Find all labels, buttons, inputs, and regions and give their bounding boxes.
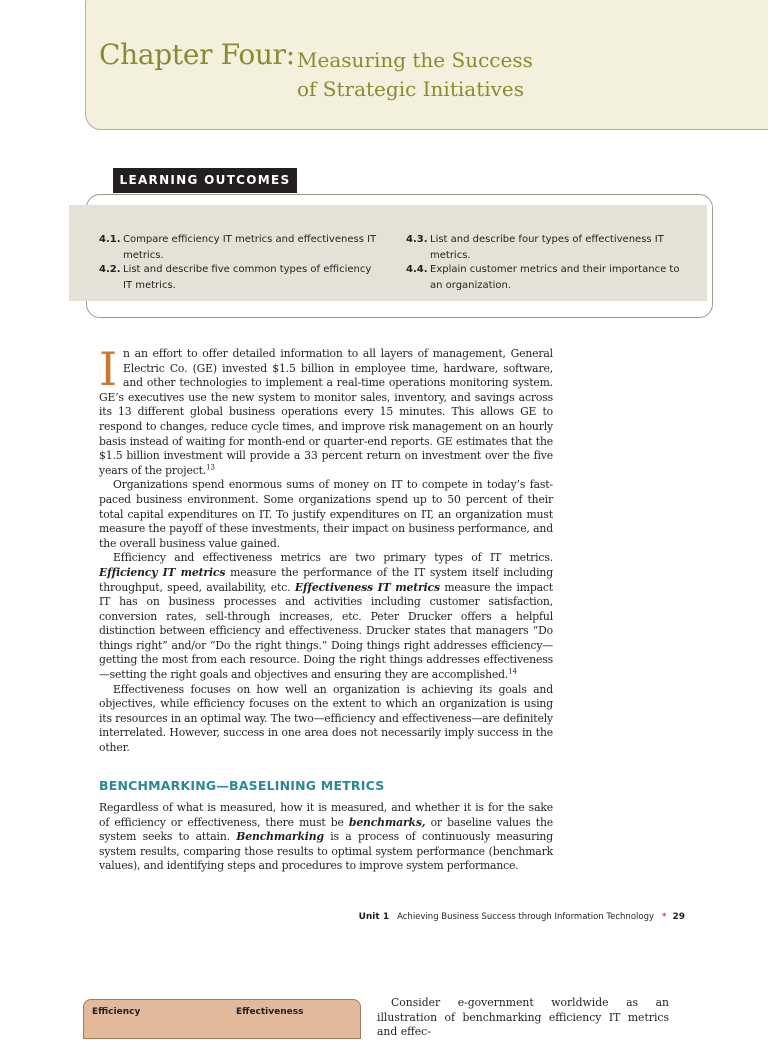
learning-outcomes-heading: LEARNING OUTCOMES bbox=[113, 168, 297, 193]
footnote-ref: 13 bbox=[206, 463, 215, 472]
drop-cap: I bbox=[99, 342, 118, 396]
outcome-number: 4.3. bbox=[406, 234, 428, 245]
outcome-number: 4.1. bbox=[99, 234, 121, 245]
paragraph: Effectiveness focuses on how well an organization is achieving its goals and objectives, while efficiency focuses on the extent to which an organization is using its resources in an optimal way. The two—efficiency and effectiveness—are definitely interrelated. However, success in one area does not necessarily imply success in the other. bbox=[99, 682, 553, 755]
footer-title: Achieving Business Success through Information Technology bbox=[397, 912, 655, 922]
outcome-number: 4.2. bbox=[99, 264, 121, 275]
outcome-text: Compare efficiency IT metrics and effectiveness IT metrics. bbox=[123, 234, 377, 261]
table-header-efficiency: Efficiency bbox=[92, 1007, 141, 1017]
key-term: Benchmarking bbox=[236, 830, 324, 844]
chapter-title bbox=[297, 46, 533, 104]
paragraph bbox=[99, 342, 553, 478]
body-text bbox=[99, 342, 553, 756]
metrics-table-header bbox=[83, 999, 361, 1039]
next-page-text bbox=[377, 996, 669, 1040]
paragraph-text: measure the performance of the IT system itself including throughput, speed, availability, etc. bbox=[99, 565, 553, 594]
paragraph bbox=[99, 551, 553, 682]
page-footer bbox=[343, 912, 685, 922]
paragraph: Consider e-government worldwide as an illustration of benchmarking efficiency IT metrics and effec- bbox=[377, 996, 669, 1039]
paragraph: Organizations spend enormous sums of money on IT to compete in today’s fast-paced business environment. Some organizations spend up to 50 percent of their total capital expenditures on IT. To justify expenditures on IT, an organization must measure the payoff of these investments, their impact on business performance, and the overall business value gained. bbox=[99, 478, 553, 550]
outcome-number: 4.4. bbox=[406, 264, 428, 275]
outcome-text: Explain customer metrics and their importance to an organization. bbox=[430, 264, 680, 291]
paragraph-text: Regardless of what is measured, how it is measured, and whether it is for the sake of efficiency or effectiveness, there must be bbox=[99, 801, 553, 829]
section-heading: BENCHMARKING—BASELINING METRICS bbox=[99, 778, 385, 793]
paragraph-text: Efficiency and effectiveness metrics are two primary types of IT metrics. bbox=[113, 551, 553, 565]
chapter-title-line1: Measuring the Success bbox=[297, 48, 533, 72]
paragraph bbox=[99, 801, 553, 874]
chapter-title-line2: of Strategic Initiatives bbox=[297, 77, 525, 101]
paragraph-text: is a process of continuously measuring system results, comparing those results to optimal system performance (benchmark values), and identifying steps and procedures to improve system performance. bbox=[99, 830, 553, 873]
outcome-text: List and describe five common types of efficiency IT metrics. bbox=[123, 264, 372, 291]
footnote-ref: 14 bbox=[508, 667, 517, 676]
key-term: Efficiency IT metrics bbox=[99, 565, 226, 579]
outcome-text: List and describe four types of effectiveness IT metrics. bbox=[430, 234, 664, 261]
paragraph-text: or baseline values the system seeks to attain. bbox=[99, 815, 553, 844]
key-term: benchmarks, bbox=[348, 815, 426, 829]
footer-star: * bbox=[662, 912, 667, 922]
footer-unit: Unit 1 bbox=[358, 912, 390, 922]
body-text-section bbox=[99, 801, 553, 874]
paragraph-text: n an effort to offer detailed information to all layers of management, General Electric Co. (GE) invested $1.5 billion in employee time, hardware, software, and other technologies to implement a real-time operations monitoring system. GE’s executives use the new system to monitor sales, inventory, and savings across its 13 different global business operations every 15 minutes. This allows GE to respond to changes, reduce cycle times, and improve risk management on an hourly basis instead of waiting for month-end or quarter-end reports. GE estimates that the $1.5 billion investment will provide a 33 percent return on investment over the five years of the project. bbox=[99, 347, 553, 477]
table-header-effectiveness: Effectiveness bbox=[236, 1007, 304, 1017]
paragraph-text: measure the impact IT has on business processes and activities including customer satisfaction, conversion rates, sell-through increases, etc. Peter Drucker offers a helpful distinction between efficiency and effectiveness. Drucker states that managers “Do things right” and/or “Do the right things.” Doing things right addresses efficiency—getting the most from each resource. Doing the right things addresses effectiveness—setting the right goals and objectives and ensuring they are accomplished. bbox=[99, 580, 553, 682]
key-term: Effectiveness IT metrics bbox=[294, 580, 440, 594]
page-number: 29 bbox=[672, 912, 685, 922]
chapter-number: Chapter Four: bbox=[99, 38, 295, 71]
